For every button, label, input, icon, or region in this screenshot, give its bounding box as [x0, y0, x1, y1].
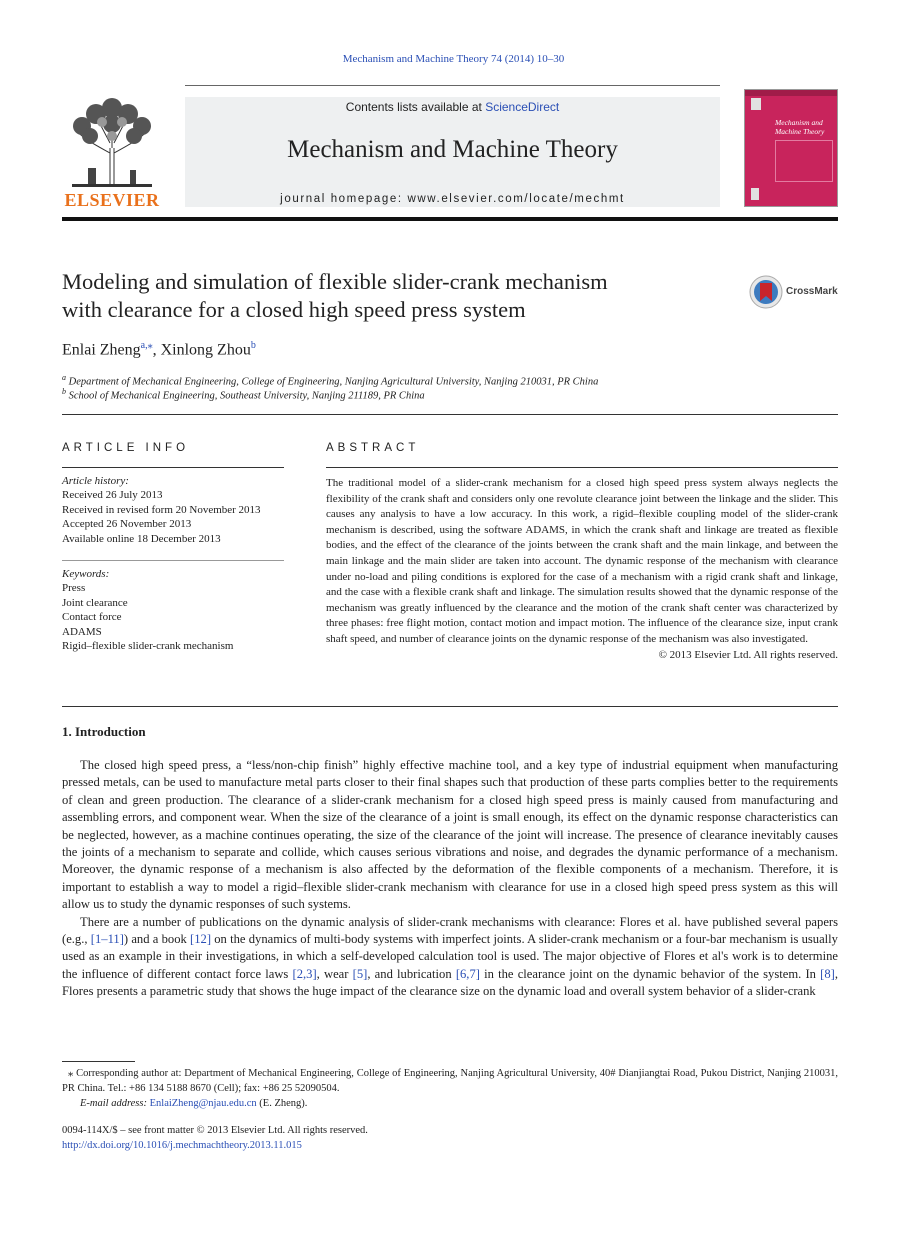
author-list — [62, 340, 256, 359]
journal-cover — [744, 89, 838, 207]
elsevier-logo — [62, 98, 162, 190]
crossmark-label: CrossMark — [786, 286, 838, 297]
affil-a-text: Department of Mechanical Engineering, College of Engineering, Nanjing Agricultural University, Nanjing 210031, PR China — [68, 376, 599, 388]
abstract-text: The traditional model of a slider-crank mechanism for a closed high speed press system always neglects the flexibility of the crank shaft and considers only one revolute clearance joint between the linkage and the slider. This causes any analysis to have a low accuracy. In this work, a rigid–flexible coupling model of the slider-crank mechanism is described, using the software ADAMS, in which the crank shaft and linkage are treated as flexible bodies, and the effect of the clearance of the joints between the crank shaft and the main linkage, and between the main linkage and the main slider are taken into account. The dynamic response of the mechanism with clearance under no-load and piling conditions is explored for the case of a mechanism with a rigid crank shaft and linkage, and the case with a flexible crank shaft and linkage. The simulation results showed that the dynamic response of the mechanism was greatly influenced by the clearance and the motion of the crank shaft center was characterized by three phases: free flight motion, contact motion and impact motion. The influence of the clearance size, input crank shaft speed, and number of clearance joints on the dynamic response of the mechanism was also investigated. — [326, 477, 838, 645]
header-bottom-rule — [62, 217, 838, 221]
received-date: Received 26 July 2013 — [62, 489, 163, 502]
intro-paragraph-2: There are a number of publications on the dynamic analysis of slider-crank mechanisms with clearance: Flores et al. have published several papers (e.g., [1–11]) and a book [12] on the dynamics of multi-body systems with imperfect joints. A slider-crank mechanism or a four-bar mechanism is usually used as an example in their investigations, in which a self-developed calculation tool is used. The major objective of Flores et al's work is to determine the influence of different contact force laws [2,3], wear [5], and lubrication [6,7] in the clearance joint on the dynamic behavior of the system. In [8], Flores presents a parametric study that shows the huge impact of the clearance size on the dynamic load and overall system behavior of a slider-crank — [62, 914, 838, 999]
title-line-2: with clearance for a closed high speed press system — [62, 297, 526, 322]
crossmark-badge[interactable] — [748, 274, 848, 310]
abstract-body — [326, 476, 838, 663]
affiliation-a — [62, 373, 598, 388]
contents-availability — [185, 100, 720, 114]
email-label: E-mail address: — [80, 1098, 150, 1109]
citation-link[interactable]: [1–11] — [90, 932, 124, 947]
issn-line: 0094-114X/$ – see front matter © 2013 Elsevier Ltd. All rights reserved. — [62, 1125, 368, 1136]
keywords-block — [62, 567, 284, 653]
history-label: Article history: — [62, 475, 129, 487]
affil-b-text: School of Mechanical Engineering, Southeast University, Nanjing 211189, PR China — [68, 390, 425, 402]
article-info-heading: ARTICLE INFO — [62, 442, 190, 454]
affiliation-b — [62, 387, 425, 402]
keyword-item: Press — [62, 582, 86, 595]
publisher-name: ELSEVIER — [64, 190, 160, 210]
author-1-affil-mark[interactable]: a,⁎ — [140, 340, 153, 351]
article-title — [62, 268, 742, 324]
introduction-heading: 1. Introduction — [62, 724, 146, 739]
journal-homepage — [185, 193, 720, 205]
keyword-item: Contact force — [62, 611, 122, 624]
keywords-rule — [62, 560, 284, 561]
title-line-1: Modeling and simulation of flexible slider-crank mechanism — [62, 269, 608, 294]
cover-title: Mechanism and Machine Theory — [775, 118, 825, 136]
accepted-date: Accepted 26 November 2013 — [62, 518, 192, 531]
author-2: Xinlong Zhou — [160, 341, 251, 359]
affiliation-rule — [62, 414, 838, 415]
email-link[interactable]: EnlaiZheng@njau.edu.cn — [149, 1098, 257, 1109]
keywords-label: Keywords: — [62, 568, 110, 580]
author-1: Enlai Zheng — [62, 341, 141, 359]
sciencedirect-link[interactable]: ScienceDirect — [485, 100, 560, 114]
homepage-label: journal homepage: — [280, 193, 408, 205]
revised-date: Received in revised form 20 November 2013 — [62, 503, 261, 516]
journal-reference[interactable]: Mechanism and Machine Theory 74 (2014) 10–30 — [342, 53, 565, 65]
elsevier-tree-icon — [62, 98, 162, 190]
abstract-heading: ABSTRACT — [326, 442, 420, 454]
crossmark-icon — [748, 274, 784, 310]
front-matter-info — [62, 1123, 368, 1153]
affil-b-mark: b — [62, 387, 66, 396]
citation-link[interactable]: [12] — [190, 932, 212, 947]
intro-paragraph-1: The closed high speed press, a “less/non-chip finish” highly effective machine tool, and a key type of industrial equipment when manufacturing pressed metals, can be used to manufacture metal parts closer to their final shapes such that production of these parts complies better to the requirements of clean and green production. The clearance of a slider-crank mechanism for a closed high speed press is mainly caused from manufacturing and assembling errors, and component wear. When the size of the clearance of a joint is small enough, its effect on the dynamic response characteristics can be neglected, however, as a machine continues operating, the size of the clearance of the joint will increase. The presence of clearance inevitably causes the joints of a mechanism to separate and collide, which causes serious vibrations and noise, and degrades the dynamic performance of a mechanism. Moreover, the dynamic response of a mechanism is also affected by the deformation of the flexible components of a mechanism. Therefore, it is important to establish a way to model a rigid–flexible slider-crank mechanism with clearance for use in a closed high speed press system as this will allow us to study the dynamic responses of such systems. — [62, 758, 838, 912]
keyword-item: Rigid–flexible slider-crank mechanism — [62, 640, 234, 653]
affil-a-mark: a — [62, 373, 66, 382]
corresponding-author-footnote — [62, 1066, 838, 1111]
citation-link[interactable]: [2,3] — [292, 966, 317, 981]
header-top-rule — [185, 85, 720, 86]
keyword-item: ADAMS — [62, 625, 102, 638]
article-info-rule — [62, 467, 284, 468]
keyword-item: Joint clearance — [62, 596, 128, 609]
footnote-mark: ⁎ — [68, 1068, 74, 1079]
footnote-rule — [62, 1061, 135, 1062]
introduction-body — [62, 757, 838, 1001]
email-suffix: (E. Zheng). — [256, 1098, 308, 1109]
abstract-bottom-rule — [62, 706, 838, 707]
citation-link[interactable]: [8] — [820, 966, 835, 981]
contents-prefix: Contents lists available at — [345, 100, 486, 114]
author-separator: , — [152, 341, 161, 359]
journal-title: Mechanism and Machine Theory — [287, 136, 618, 163]
citation-link[interactable]: [6,7] — [455, 966, 480, 981]
article-history — [62, 474, 284, 546]
homepage-url[interactable]: www.elsevier.com/locate/mechmt — [407, 193, 625, 205]
abstract-copyright: © 2013 Elsevier Ltd. All rights reserved. — [658, 648, 838, 661]
abstract-rule — [326, 467, 838, 468]
footnote-text: Corresponding author at: Department of Mechanical Engineering, College of Engineering, Nanjing Agricultural University, 40# Dianjiangtai Road, Pukou District, Nanjing 210031, PR China. Tel.: +86 134 5188 8670 (Cell); fax: +86 25 52090504. — [62, 1068, 838, 1094]
citation-link[interactable]: [5] — [352, 966, 368, 981]
online-date: Available online 18 December 2013 — [62, 532, 221, 545]
author-2-affil-mark[interactable]: b — [250, 340, 256, 351]
doi-link[interactable]: http://dx.doi.org/10.1016/j.mechmachtheory.2013.11.015 — [62, 1140, 302, 1151]
